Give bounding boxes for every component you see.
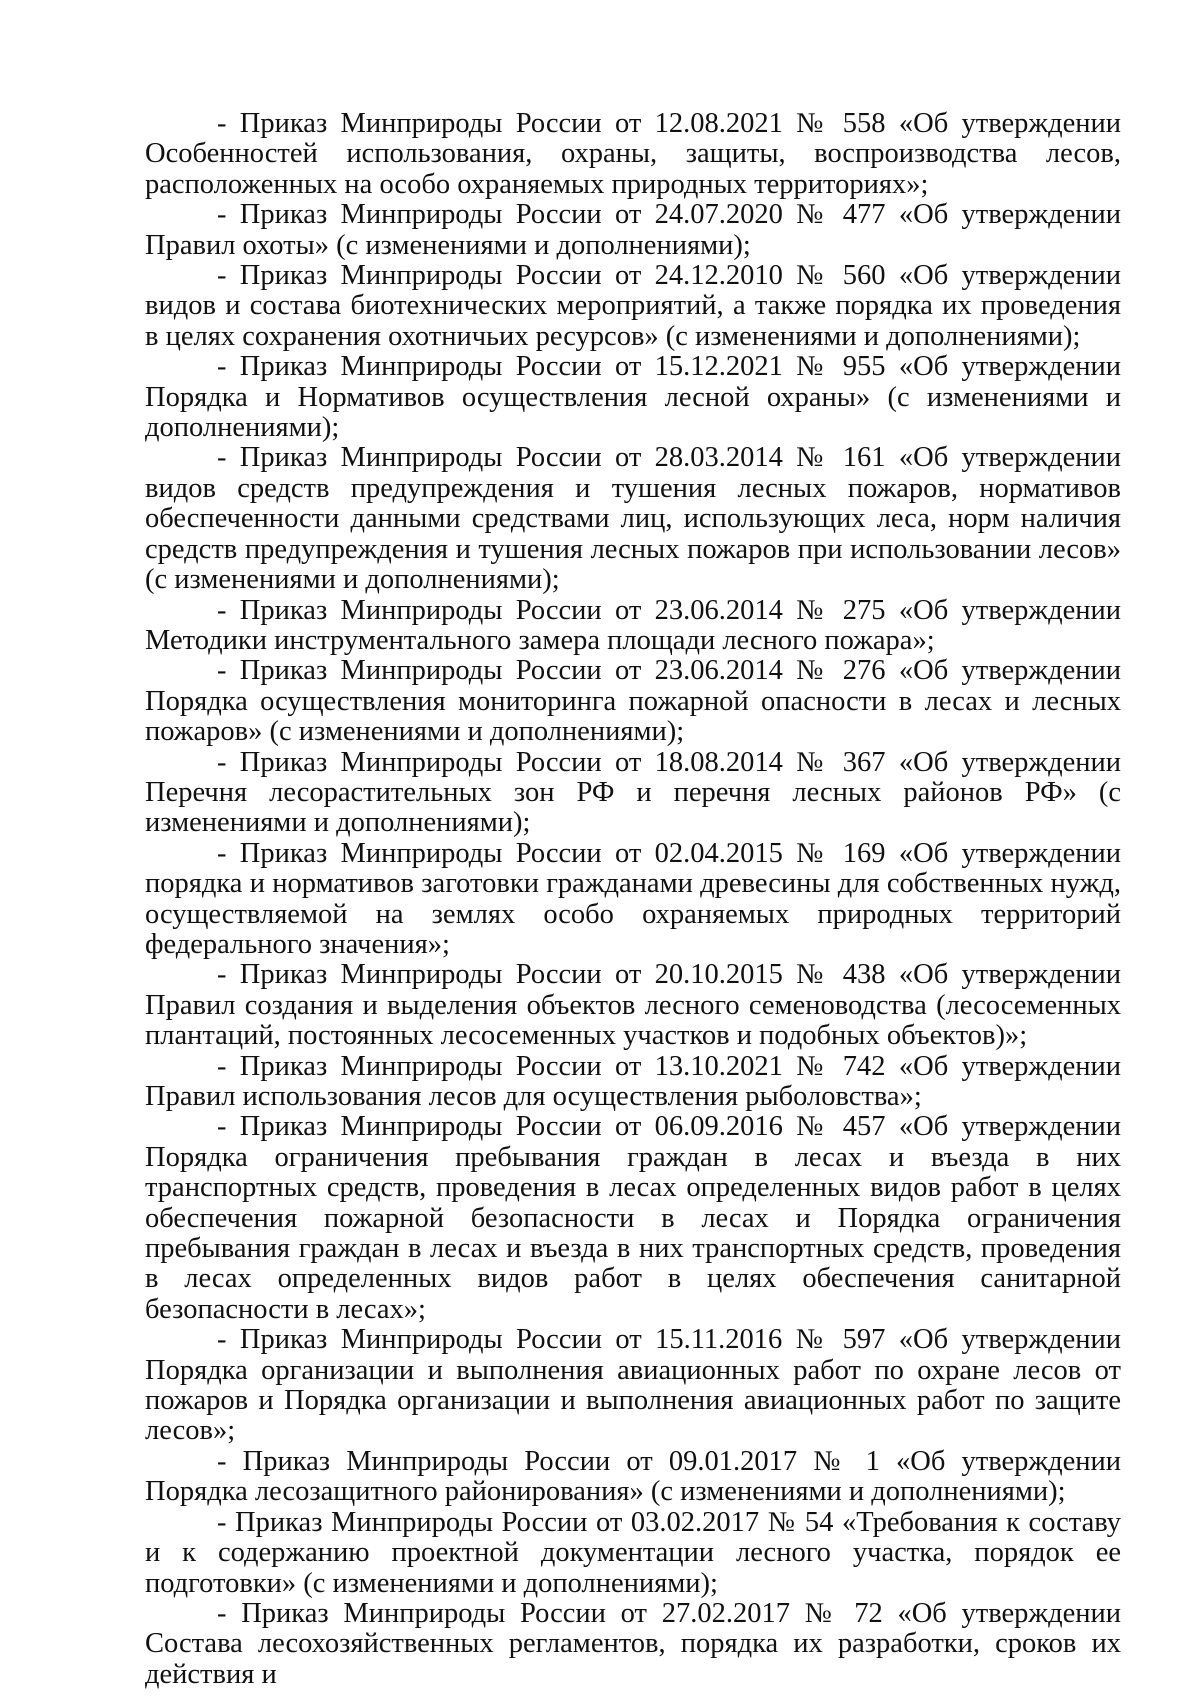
paragraph-order-276: - Приказ Минприроды России от 23.06.2014 № 276 «Об утверждении Порядка осуществления мониторинга пожарной опасности в лесах и лесных пожаров» (с изменениями и дополнениями); xyxy=(145,655,1121,748)
paragraph-order-597: - Приказ Минприроды России от 15.11.2016 № 597 «Об утверждении Порядка организации и выполнения авиационных работ по охране лесов от пожаров и Порядка организации и выполнения авиационных работ по защите лесов»; xyxy=(145,1324,1121,1447)
paragraph-order-161: - Приказ Минприроды России от 28.03.2014 № 161 «Об утверждении видов средств предупреждения и тушения лесных пожаров, нормативов обеспеченности данными средствами лиц, использующих леса, норм наличия средств предупреждения и тушения лесных пожаров при использовании лесов» (с изменениями и дополнениями); xyxy=(145,442,1121,596)
paragraph-order-367: - Приказ Минприроды России от 18.08.2014 № 367 «Об утверждении Перечня лесорастительных зон РФ и перечня лесных районов РФ» (с изменениями и дополнениями); xyxy=(145,746,1121,839)
paragraph-order-438: - Приказ Минприроды России от 20.10.2015 № 438 «Об утверждении Правил создания и выделения объектов лесного семеноводства (лесосеменных плантаций, постоянных лесосеменных участков и подобных объектов)»; xyxy=(145,959,1121,1052)
paragraph-order-560: - Приказ Минприроды России от 24.12.2010 № 560 «Об утверждении видов и состава биотехнических мероприятий, а также порядка их проведения в целях сохранения охотничьих ресурсов» (с изменениями и дополнениями); xyxy=(145,260,1121,352)
paragraph-order-1: - Приказ Минприроды России от 09.01.2017 № 1 «Об утверждении Порядка лесозащитного районирования» (с изменениями и дополнениями); xyxy=(145,1445,1121,1508)
paragraph-order-72: - Приказ Минприроды России от 27.02.2017 № 72 «Об утверждении Состава лесохозяйственных регламентов, порядка их разработки, сроков их действия и xyxy=(145,1597,1121,1690)
paragraph-order-275: - Приказ Минприроды России от 23.06.2014 № 275 «Об утверждении Методики инструментального замера площади лесного пожара»; xyxy=(145,594,1121,656)
document-page xyxy=(145,109,1121,1690)
paragraph-order-54: - Приказ Минприроды России от 03.02.2017 № 54 «Требования к составу и к содержанию проектной документации лесного участка, порядок ее подготовки» (с изменениями и дополнениями); xyxy=(145,1506,1121,1599)
paragraph-order-457: - Приказ Минприроды России от 06.09.2016 № 457 «Об утверждении Порядка ограничения пребывания граждан в лесах и въезда в них транспортных средств, проведения в лесах определенных видов работ в целях обеспечения пожарной безопасности в лесах и Порядка ограничения пребывания граждан в лесах и въезда в них транспортных средств, проведения в лесах определенных видов работ в целях обеспечения санитарной безопасности в лесах»; xyxy=(145,1111,1121,1325)
paragraph-order-955: - Приказ Минприроды России от 15.12.2021 № 955 «Об утверждении Порядка и Нормативов осуществления лесной охраны» (с изменениями и дополнениями); xyxy=(145,351,1121,444)
paragraph-order-742: - Приказ Минприроды России от 13.10.2021 № 742 «Об утверждении Правил использования лесов для осуществления рыболовства»; xyxy=(145,1050,1121,1112)
paragraph-order-477: - Приказ Минприроды России от 24.07.2020 № 477 «Об утверждении Правил охоты» (с изменениями и дополнениями); xyxy=(145,199,1121,261)
paragraph-order-558: - Приказ Минприроды России от 12.08.2021 № 558 «Об утверждении Особенностей использования, охраны, защиты, воспроизводства лесов, расположенных на особо охраняемых природных территориях»; xyxy=(145,108,1121,200)
paragraph-order-169: - Приказ Минприроды России от 02.04.2015 № 169 «Об утверждении порядка и нормативов заготовки гражданами древесины для собственных нужд, осуществляемой на землях особо охраняемых природных территорий федерального значения»; xyxy=(145,837,1121,960)
